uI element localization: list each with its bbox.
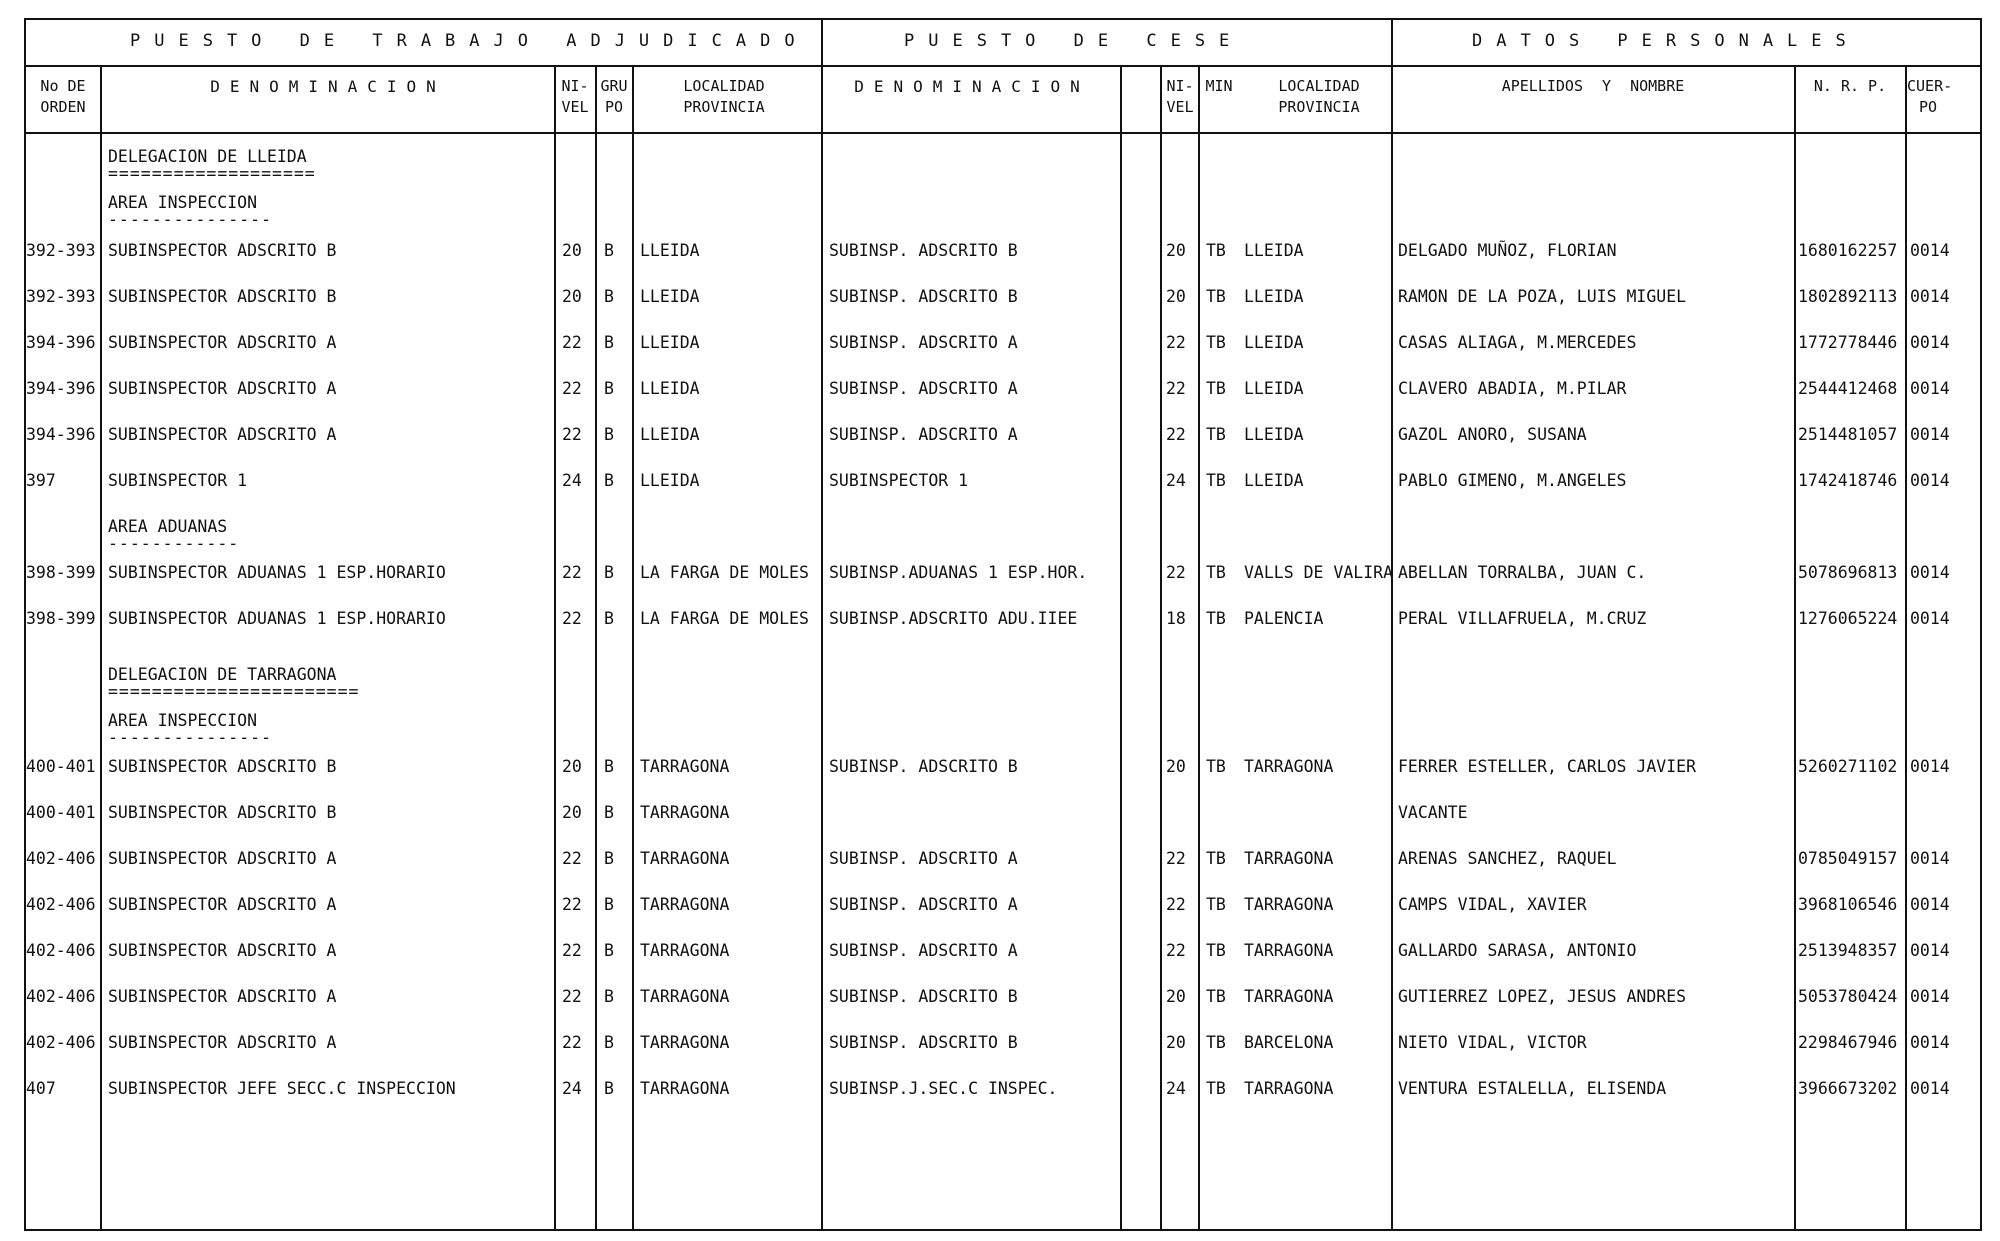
cell-nivel-cese: 20 bbox=[1166, 287, 1186, 306]
cell-nivel: 22 bbox=[562, 333, 582, 352]
cell-denominacion-cese: SUBINSP. ADSCRITO A bbox=[829, 425, 1018, 444]
cell-apellidos-nombre: ABELLAN TORRALBA, JUAN C. bbox=[1398, 563, 1647, 582]
cell-denominacion-cese: SUBINSP. ADSCRITO B bbox=[829, 987, 1018, 1006]
cell-orden: 402-406 bbox=[26, 941, 96, 960]
cell-nrp: 1680162257 bbox=[1798, 241, 1898, 260]
cell-nrp: 1276065224 bbox=[1798, 609, 1898, 628]
group-separator-cese bbox=[821, 18, 823, 1231]
cell-nivel: 20 bbox=[562, 803, 582, 822]
section-underline-tarragona: ======================= bbox=[108, 682, 360, 701]
cell-localidad-cese: TARRAGONA bbox=[1244, 757, 1334, 776]
cell-localidad: TARRAGONA bbox=[640, 895, 730, 914]
cell-nivel-cese: 24 bbox=[1166, 471, 1186, 490]
cell-nrp: 2514481057 bbox=[1798, 425, 1898, 444]
cell-nrp: 2298467946 bbox=[1798, 1033, 1898, 1052]
col-header-orden: No DE ORDEN bbox=[40, 77, 86, 116]
group-header-adjudicado: PUESTO DE TRABAJO ADJUDICADO bbox=[130, 31, 809, 51]
cell-orden: 402-406 bbox=[26, 987, 96, 1006]
section-heading-area-aduanas: AREA ADUANAS bbox=[108, 517, 228, 536]
cell-cuerpo: 0014 bbox=[1910, 941, 1950, 960]
cell-min: TB bbox=[1206, 895, 1226, 914]
cell-localidad-cese: PALENCIA bbox=[1244, 609, 1324, 628]
col-header-grupo: GRU PO bbox=[600, 77, 628, 116]
col-header-denominacion: DENOMINACION bbox=[210, 77, 446, 96]
cell-nivel-cese: 22 bbox=[1166, 379, 1186, 398]
col-sep-nrp bbox=[1905, 66, 1907, 1231]
cell-cuerpo: 0014 bbox=[1910, 849, 1950, 868]
cell-denominacion-cese: SUBINSP.ADSCRITO ADU.IIEE bbox=[829, 609, 1078, 628]
cell-nrp: 3966673202 bbox=[1798, 1079, 1898, 1098]
cell-nivel-cese: 22 bbox=[1166, 425, 1186, 444]
cell-grupo: B bbox=[604, 563, 614, 582]
group-header-divider bbox=[24, 65, 1982, 67]
col-sep-denominacion bbox=[554, 66, 556, 1231]
cell-min: TB bbox=[1206, 287, 1226, 306]
section-heading-lleida: DELEGACION DE LLEIDA bbox=[108, 147, 307, 166]
cell-nivel: 22 bbox=[562, 1033, 582, 1052]
cell-orden: 394-396 bbox=[26, 333, 96, 352]
cell-localidad-cese: TARRAGONA bbox=[1244, 987, 1334, 1006]
cell-nivel-cese: 22 bbox=[1166, 563, 1186, 582]
col-header-nivel-cese: NI- VEL bbox=[1166, 77, 1194, 116]
cell-denominacion-cese: SUBINSP. ADSCRITO A bbox=[829, 379, 1018, 398]
cell-localidad: LLEIDA bbox=[640, 379, 700, 398]
cell-localidad-cese: TARRAGONA bbox=[1244, 941, 1334, 960]
cell-cuerpo: 0014 bbox=[1910, 333, 1950, 352]
cell-orden: 402-406 bbox=[26, 895, 96, 914]
cell-cuerpo: 0014 bbox=[1910, 987, 1950, 1006]
col-sep-orden bbox=[100, 66, 102, 1231]
cell-denominacion: SUBINSPECTOR ADSCRITO A bbox=[108, 379, 337, 398]
col-header-localidad: LOCALIDAD PROVINCIA bbox=[683, 77, 765, 116]
cell-orden: 402-406 bbox=[26, 1033, 96, 1052]
cell-orden: 394-396 bbox=[26, 379, 96, 398]
group-header-cese: PUESTO DE CESE bbox=[904, 31, 1244, 51]
cell-nivel-cese: 22 bbox=[1166, 895, 1186, 914]
cell-localidad-cese: LLEIDA bbox=[1244, 333, 1304, 352]
cell-nrp: 2544412468 bbox=[1798, 379, 1898, 398]
col-header-apellidos: APELLIDOS Y NOMBRE bbox=[1501, 77, 1685, 95]
cell-apellidos-nombre: RAMON DE LA POZA, LUIS MIGUEL bbox=[1398, 287, 1687, 306]
cell-denominacion: SUBINSPECTOR ADSCRITO A bbox=[108, 849, 337, 868]
col-sep-grupo bbox=[632, 66, 634, 1231]
cell-min: TB bbox=[1206, 563, 1226, 582]
cell-nrp: 5078696813 bbox=[1798, 563, 1898, 582]
cell-denominacion: SUBINSPECTOR ADSCRITO A bbox=[108, 1033, 337, 1052]
cell-denominacion-cese: SUBINSP. ADSCRITO B bbox=[829, 757, 1018, 776]
cell-apellidos-nombre: FERRER ESTELLER, CARLOS JAVIER bbox=[1398, 757, 1697, 776]
section-heading-tarragona: DELEGACION DE TARRAGONA bbox=[108, 665, 337, 684]
cell-cuerpo: 0014 bbox=[1910, 379, 1950, 398]
cell-nivel-cese: 22 bbox=[1166, 849, 1186, 868]
cell-apellidos-nombre: ARENAS SANCHEZ, RAQUEL bbox=[1398, 849, 1617, 868]
cell-orden: 402-406 bbox=[26, 849, 96, 868]
cell-denominacion-cese: SUBINSP. ADSCRITO A bbox=[829, 333, 1018, 352]
cell-denominacion: SUBINSPECTOR ADSCRITO A bbox=[108, 895, 337, 914]
section-underline-area-inspeccion: --------------- bbox=[108, 210, 273, 229]
cell-localidad: TARRAGONA bbox=[640, 803, 730, 822]
cell-nivel: 22 bbox=[562, 849, 582, 868]
cell-apellidos-nombre: GAZOL ANORO, SUSANA bbox=[1398, 425, 1587, 444]
col-header-nivel: NI- VEL bbox=[561, 77, 589, 116]
cell-nrp: 1772778446 bbox=[1798, 333, 1898, 352]
cell-min: TB bbox=[1206, 1079, 1226, 1098]
col-sep-nivel bbox=[595, 66, 597, 1231]
cell-grupo: B bbox=[604, 895, 614, 914]
group-header-personales: DATOS PERSONALES bbox=[1472, 31, 1860, 51]
cell-denominacion: SUBINSPECTOR ADSCRITO A bbox=[108, 987, 337, 1006]
cell-orden: 400-401 bbox=[26, 757, 96, 776]
cell-min: TB bbox=[1206, 849, 1226, 868]
cell-denominacion-cese: SUBINSP. ADSCRITO B bbox=[829, 241, 1018, 260]
cell-min: TB bbox=[1206, 471, 1226, 490]
cell-grupo: B bbox=[604, 941, 614, 960]
cell-grupo: B bbox=[604, 803, 614, 822]
cell-denominacion: SUBINSPECTOR ADSCRITO A bbox=[108, 333, 337, 352]
section-heading-area-inspeccion-2: AREA INSPECCION bbox=[108, 711, 258, 730]
cell-denominacion: SUBINSPECTOR JEFE SECC.C INSPECCION bbox=[108, 1079, 456, 1098]
cell-grupo: B bbox=[604, 379, 614, 398]
top-border bbox=[24, 18, 1982, 20]
col-header-cuerpo: CUER- PO bbox=[1907, 77, 1953, 116]
cell-orden: 407 bbox=[26, 1079, 56, 1098]
cell-nrp: 1742418746 bbox=[1798, 471, 1898, 490]
cell-denominacion: SUBINSPECTOR ADSCRITO A bbox=[108, 425, 337, 444]
cell-nivel: 22 bbox=[562, 425, 582, 444]
cell-apellidos-nombre: CLAVERO ABADIA, M.PILAR bbox=[1398, 379, 1627, 398]
cell-apellidos-nombre: CAMPS VIDAL, XAVIER bbox=[1398, 895, 1587, 914]
cell-grupo: B bbox=[604, 425, 614, 444]
cell-nivel-cese: 20 bbox=[1166, 757, 1186, 776]
cell-localidad-cese: TARRAGONA bbox=[1244, 849, 1334, 868]
cell-apellidos-nombre: VENTURA ESTALELLA, ELISENDA bbox=[1398, 1079, 1667, 1098]
cell-localidad: LA FARGA DE MOLES bbox=[640, 609, 809, 628]
cell-min: TB bbox=[1206, 941, 1226, 960]
cell-apellidos-nombre: PABLO GIMENO, M.ANGELES bbox=[1398, 471, 1627, 490]
cell-cuerpo: 0014 bbox=[1910, 471, 1950, 490]
cell-nivel-cese: 20 bbox=[1166, 1033, 1186, 1052]
cell-grupo: B bbox=[604, 287, 614, 306]
section-underline-area-aduanas: ------------ bbox=[108, 534, 240, 553]
cell-min: TB bbox=[1206, 425, 1226, 444]
cell-localidad: LLEIDA bbox=[640, 425, 700, 444]
section-underline-lleida: =================== bbox=[108, 164, 316, 183]
cell-nivel-cese: 20 bbox=[1166, 987, 1186, 1006]
cell-localidad-cese: BARCELONA bbox=[1244, 1033, 1334, 1052]
cell-nrp: 2513948357 bbox=[1798, 941, 1898, 960]
col-header-min: MIN bbox=[1205, 77, 1233, 95]
cell-orden: 398-399 bbox=[26, 563, 96, 582]
cell-grupo: B bbox=[604, 1033, 614, 1052]
cell-grupo: B bbox=[604, 757, 614, 776]
right-border bbox=[1980, 18, 1982, 1231]
cell-localidad-cese: VALLS DE VALIRA bbox=[1244, 563, 1394, 582]
cell-orden: 392-393 bbox=[26, 241, 96, 260]
cell-denominacion-cese: SUBINSP. ADSCRITO B bbox=[829, 287, 1018, 306]
cell-localidad: LLEIDA bbox=[640, 287, 700, 306]
cell-min: TB bbox=[1206, 241, 1226, 260]
cell-cuerpo: 0014 bbox=[1910, 1079, 1950, 1098]
col-sep-apellidos bbox=[1794, 66, 1796, 1231]
cell-nivel-cese: 24 bbox=[1166, 1079, 1186, 1098]
cell-nivel: 24 bbox=[562, 471, 582, 490]
cell-localidad-cese: LLEIDA bbox=[1244, 287, 1304, 306]
cell-denominacion: SUBINSPECTOR ADUANAS 1 ESP.HORARIO bbox=[108, 609, 446, 628]
cell-localidad-cese: LLEIDA bbox=[1244, 471, 1304, 490]
cell-apellidos-nombre: VACANTE bbox=[1398, 803, 1468, 822]
cell-cuerpo: 0014 bbox=[1910, 287, 1950, 306]
cell-nrp: 0785049157 bbox=[1798, 849, 1898, 868]
cell-denominacion-cese: SUBINSP.J.SEC.C INSPEC. bbox=[829, 1079, 1058, 1098]
cell-cuerpo: 0014 bbox=[1910, 609, 1950, 628]
cell-denominacion-cese: SUBINSPECTOR 1 bbox=[829, 471, 969, 490]
cell-apellidos-nombre: DELGADO MUÑOZ, FLORIAN bbox=[1398, 241, 1617, 260]
document-page bbox=[24, 18, 1984, 1233]
cell-cuerpo: 0014 bbox=[1910, 563, 1950, 582]
cell-denominacion: SUBINSPECTOR ADSCRITO B bbox=[108, 241, 337, 260]
cell-nrp: 1802892113 bbox=[1798, 287, 1898, 306]
col-header-nrp: N. R. P. bbox=[1813, 77, 1887, 95]
cell-nivel-cese: 18 bbox=[1166, 609, 1186, 628]
cell-localidad: LLEIDA bbox=[640, 333, 700, 352]
cell-localidad-cese: TARRAGONA bbox=[1244, 1079, 1334, 1098]
cell-cuerpo: 0014 bbox=[1910, 241, 1950, 260]
cell-localidad: TARRAGONA bbox=[640, 987, 730, 1006]
cell-nrp: 3968106546 bbox=[1798, 895, 1898, 914]
cell-apellidos-nombre: GALLARDO SARASA, ANTONIO bbox=[1398, 941, 1637, 960]
cell-localidad: TARRAGONA bbox=[640, 941, 730, 960]
cell-cuerpo: 0014 bbox=[1910, 895, 1950, 914]
cell-cuerpo: 0014 bbox=[1910, 425, 1950, 444]
cell-grupo: B bbox=[604, 1079, 614, 1098]
cell-min: TB bbox=[1206, 757, 1226, 776]
cell-nivel: 20 bbox=[562, 241, 582, 260]
cell-nrp: 5260271102 bbox=[1798, 757, 1898, 776]
bottom-border bbox=[24, 1229, 1982, 1231]
cell-localidad-cese: LLEIDA bbox=[1244, 425, 1304, 444]
cell-localidad: TARRAGONA bbox=[640, 1079, 730, 1098]
cell-denominacion-cese: SUBINSP. ADSCRITO A bbox=[829, 849, 1018, 868]
cell-denominacion: SUBINSPECTOR 1 bbox=[108, 471, 248, 490]
cell-localidad: LLEIDA bbox=[640, 471, 700, 490]
cell-nivel: 20 bbox=[562, 287, 582, 306]
cell-nrp: 5053780424 bbox=[1798, 987, 1898, 1006]
cell-grupo: B bbox=[604, 849, 614, 868]
cell-orden: 394-396 bbox=[26, 425, 96, 444]
col-header-localidad-cese: LOCALIDAD PROVINCIA bbox=[1278, 77, 1360, 116]
cell-denominacion: SUBINSPECTOR ADSCRITO A bbox=[108, 941, 337, 960]
col-sep-min bbox=[1198, 66, 1200, 1231]
cell-cuerpo: 0014 bbox=[1910, 1033, 1950, 1052]
cell-min: TB bbox=[1206, 379, 1226, 398]
cell-grupo: B bbox=[604, 987, 614, 1006]
cell-nivel: 22 bbox=[562, 563, 582, 582]
cell-orden: 392-393 bbox=[26, 287, 96, 306]
cell-apellidos-nombre: NIETO VIDAL, VICTOR bbox=[1398, 1033, 1587, 1052]
cell-nivel-cese: 22 bbox=[1166, 333, 1186, 352]
cell-cuerpo: 0014 bbox=[1910, 757, 1950, 776]
cell-denominacion: SUBINSPECTOR ADSCRITO B bbox=[108, 757, 337, 776]
cell-nivel-cese: 20 bbox=[1166, 241, 1186, 260]
cell-nivel: 24 bbox=[562, 1079, 582, 1098]
cell-localidad: TARRAGONA bbox=[640, 849, 730, 868]
col-header-denominacion-cese: DENOMINACION bbox=[854, 77, 1090, 96]
cell-nivel: 20 bbox=[562, 757, 582, 776]
cell-denominacion-cese: SUBINSP.ADUANAS 1 ESP.HOR. bbox=[829, 563, 1088, 582]
cell-localidad-cese: LLEIDA bbox=[1244, 379, 1304, 398]
cell-orden: 398-399 bbox=[26, 609, 96, 628]
col-sep-nivel-cese bbox=[1160, 66, 1162, 1231]
cell-localidad: TARRAGONA bbox=[640, 1033, 730, 1052]
cell-denominacion-cese: SUBINSP. ADSCRITO A bbox=[829, 895, 1018, 914]
cell-min: TB bbox=[1206, 333, 1226, 352]
cell-localidad: LA FARGA DE MOLES bbox=[640, 563, 809, 582]
column-header-divider bbox=[24, 132, 1982, 134]
cell-denominacion: SUBINSPECTOR ADSCRITO B bbox=[108, 287, 337, 306]
cell-denominacion-cese: SUBINSP. ADSCRITO B bbox=[829, 1033, 1018, 1052]
cell-min: TB bbox=[1206, 987, 1226, 1006]
cell-localidad-cese: LLEIDA bbox=[1244, 241, 1304, 260]
cell-apellidos-nombre: PERAL VILLAFRUELA, M.CRUZ bbox=[1398, 609, 1647, 628]
cell-localidad: LLEIDA bbox=[640, 241, 700, 260]
cell-grupo: B bbox=[604, 609, 614, 628]
cell-orden: 400-401 bbox=[26, 803, 96, 822]
cell-denominacion: SUBINSPECTOR ADSCRITO B bbox=[108, 803, 337, 822]
col-sep-denom-cese bbox=[1120, 66, 1122, 1231]
cell-apellidos-nombre: CASAS ALIAGA, M.MERCEDES bbox=[1398, 333, 1637, 352]
group-separator-personales bbox=[1391, 18, 1393, 1231]
cell-denominacion: SUBINSPECTOR ADUANAS 1 ESP.HORARIO bbox=[108, 563, 446, 582]
cell-nivel: 22 bbox=[562, 941, 582, 960]
cell-nivel: 22 bbox=[562, 379, 582, 398]
cell-nivel: 22 bbox=[562, 609, 582, 628]
cell-nivel-cese: 22 bbox=[1166, 941, 1186, 960]
cell-min: TB bbox=[1206, 609, 1226, 628]
cell-orden: 397 bbox=[26, 471, 56, 490]
cell-grupo: B bbox=[604, 471, 614, 490]
section-heading-area-inspeccion: AREA INSPECCION bbox=[108, 193, 258, 212]
cell-localidad-cese: TARRAGONA bbox=[1244, 895, 1334, 914]
cell-denominacion-cese: SUBINSP. ADSCRITO A bbox=[829, 941, 1018, 960]
cell-localidad: TARRAGONA bbox=[640, 757, 730, 776]
cell-grupo: B bbox=[604, 241, 614, 260]
cell-nivel: 22 bbox=[562, 895, 582, 914]
cell-apellidos-nombre: GUTIERREZ LOPEZ, JESUS ANDRES bbox=[1398, 987, 1687, 1006]
section-underline-area-inspeccion-2: --------------- bbox=[108, 728, 273, 747]
cell-min: TB bbox=[1206, 1033, 1226, 1052]
cell-nivel: 22 bbox=[562, 987, 582, 1006]
cell-grupo: B bbox=[604, 333, 614, 352]
